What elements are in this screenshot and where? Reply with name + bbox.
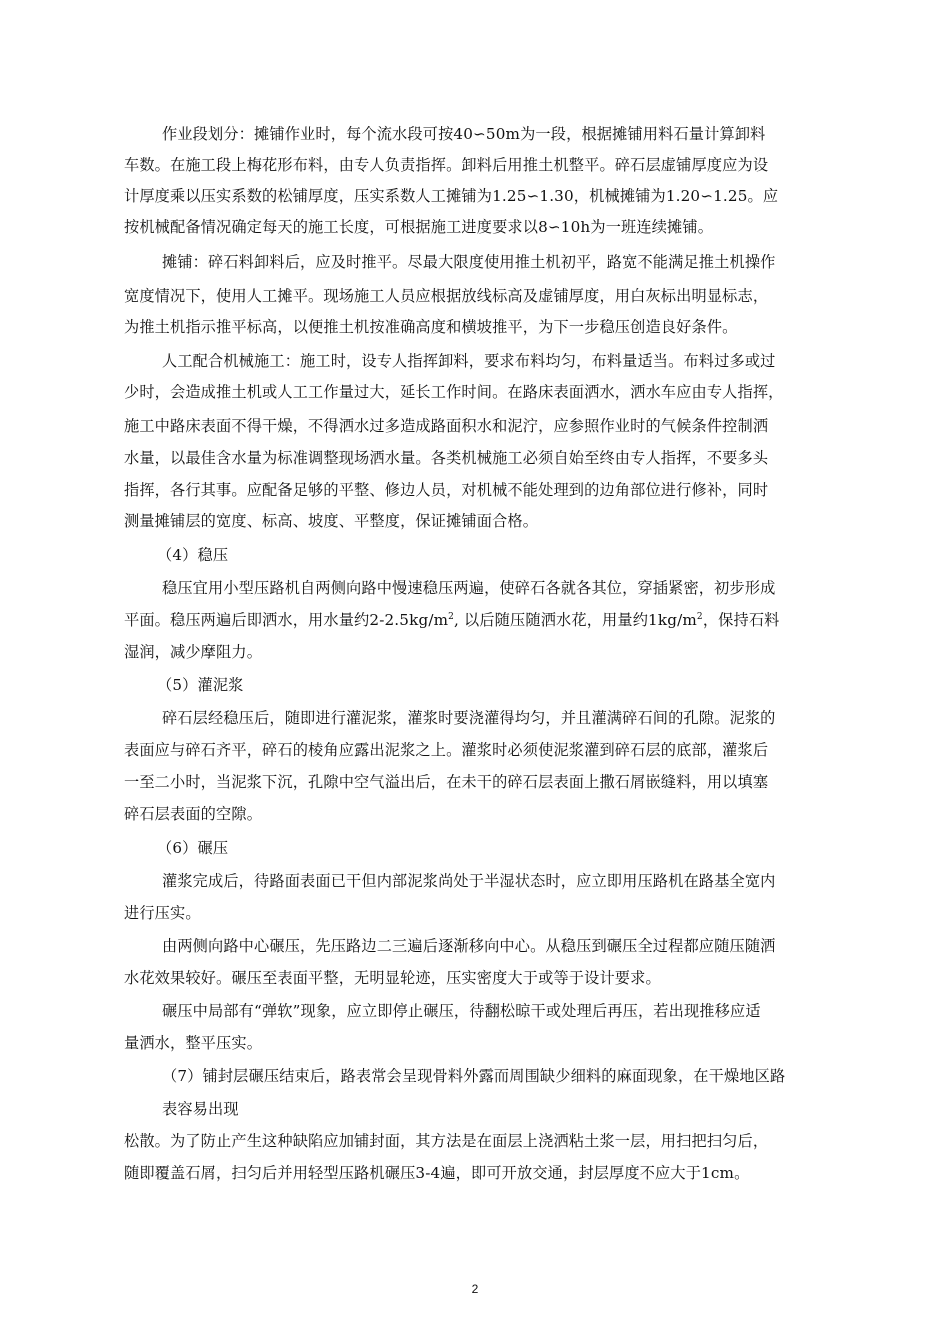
text-line: 进行压实。 bbox=[124, 904, 201, 922]
text-line: 稳压宜用小型压路机自两侧向路中慢速稳压两遍，使碎石各就各其位，穿插紧密，初步形成 bbox=[162, 579, 776, 597]
text-line: 宽度情况下，使用人工摊平。现场施工人员应根据放线标高及虚铺厚度，用白灰标出明显标志， bbox=[124, 287, 769, 305]
text-line: 水量，以最佳含水量为标准调整现场洒水量。各类机械施工必须自始至终由专人指挥，不要多头 bbox=[124, 449, 769, 467]
section-heading: （4）稳压 bbox=[157, 546, 229, 564]
text-line: 松散。为了防止产生这种缺陷应加铺封面，其方法是在面层上浇洒粘土浆一层，用扫把扫匀后， bbox=[124, 1132, 769, 1150]
text-line: 量洒水，整平压实。 bbox=[124, 1034, 263, 1052]
text-line: 水花效果较好。碾压至表面平整，无明显轮迹，压实密度大于或等于设计要求。 bbox=[124, 969, 661, 987]
text-line: 由两侧向路中心碾压，先压路边二三遍后逐渐移向中心。从稳压到碾压全过程都应随压随洒 bbox=[162, 937, 776, 955]
page-number: 2 bbox=[471, 1282, 479, 1296]
text-line: 为推土机指示推平标高，以便推土机按准确高度和横坡推平，为下一步稳压创造良好条件。 bbox=[124, 318, 738, 336]
text-line: 碎石层表面的空隙。 bbox=[124, 805, 263, 823]
text-line: 作业段划分：摊铺作业时，每个流水段可按40∽50m为一段，根据摊铺用料石量计算卸料 bbox=[162, 125, 766, 143]
text-line: 碎石层经稳压后，随即进行灌泥浆，灌浆时要浇灌得均匀，并且灌满碎石间的孔隙。泥浆的 bbox=[162, 709, 776, 727]
text-line: 表面应与碎石齐平，碎石的棱角应露出泥浆之上。灌浆时必须使泥浆灌到碎石层的底部，灌浆后 bbox=[124, 741, 769, 759]
text-line: 计厚度乘以压实系数的松铺厚度，压实系数人工摊铺为1.25∽1.30，机械摊铺为1.20∽1.25。应 bbox=[124, 187, 779, 205]
section-heading: （6）碾压 bbox=[157, 839, 229, 857]
text-line: 平面。稳压两遍后即洒水，用水量约$2-2.5kg/m^2$, 以后随压随洒水花，用量约$1kg/m^2$，保持石料 bbox=[124, 611, 780, 629]
text-line: 测量摊铺层的宽度、标高、坡度、平整度，保证摊铺面合格。 bbox=[124, 512, 539, 530]
text-line: 摊铺：碎石料卸料后，应及时推平。尽最大限度使用推土机初平，路宽不能满足推土机操作 bbox=[162, 253, 776, 271]
text-line: 按机械配备情况确定每天的施工长度，可根据施工进度要求以8∽10h为一班连续摊铺。 bbox=[124, 218, 714, 236]
text-line: 碾压中局部有“弹软”现象，应立即停止碾压，待翻松晾干或处理后再压，若出现推移应适 bbox=[162, 1002, 761, 1020]
text-line: 随即覆盖石屑，扫匀后并用轻型压路机碾压3-4遍，即可开放交通，封层厚度不应大于1cm。 bbox=[124, 1164, 750, 1182]
text-line: 灌浆完成后，待路面表面已干但内部泥浆尚处于半湿状态时，应立即用压路机在路基全宽内 bbox=[162, 872, 776, 890]
text-line: 车数。在施工段上梅花形布料，由专人负责指挥。卸料后用推土机整平。碎石层虚铺厚度应为设 bbox=[124, 156, 769, 174]
section-heading: （5）灌泥浆 bbox=[157, 676, 244, 694]
text-line: 指挥，各行其事。应配备足够的平整、修边人员，对机械不能处理到的边角部位进行修补，同时 bbox=[124, 481, 769, 499]
text-line: 人工配合机械施工：施工时，设专人指挥卸料，要求布料均匀，布料量适当。布料过多或过 bbox=[162, 352, 776, 370]
text-line: 少时，会造成推土机或人工工作量过大，延长工作时间。在路床表面洒水，洒水车应由专人指挥， bbox=[124, 383, 784, 401]
text-line: 表容易出现 bbox=[162, 1100, 239, 1118]
text-line: （7）铺封层碾压结束后，路表常会呈现骨料外露而周围缺少细料的麻面现象，在干燥地区路 bbox=[162, 1067, 786, 1085]
text-line: 一至二小时，当泥浆下沉，孔隙中空气溢出后，在未干的碎石层表面上撒石屑嵌缝料，用以填塞 bbox=[124, 773, 769, 791]
text-line: 施工中路床表面不得干燥，不得洒水过多造成路面积水和泥泞，应参照作业时的气候条件控制洒 bbox=[124, 417, 769, 435]
text-line: 湿润，减少摩阻力。 bbox=[124, 643, 263, 661]
